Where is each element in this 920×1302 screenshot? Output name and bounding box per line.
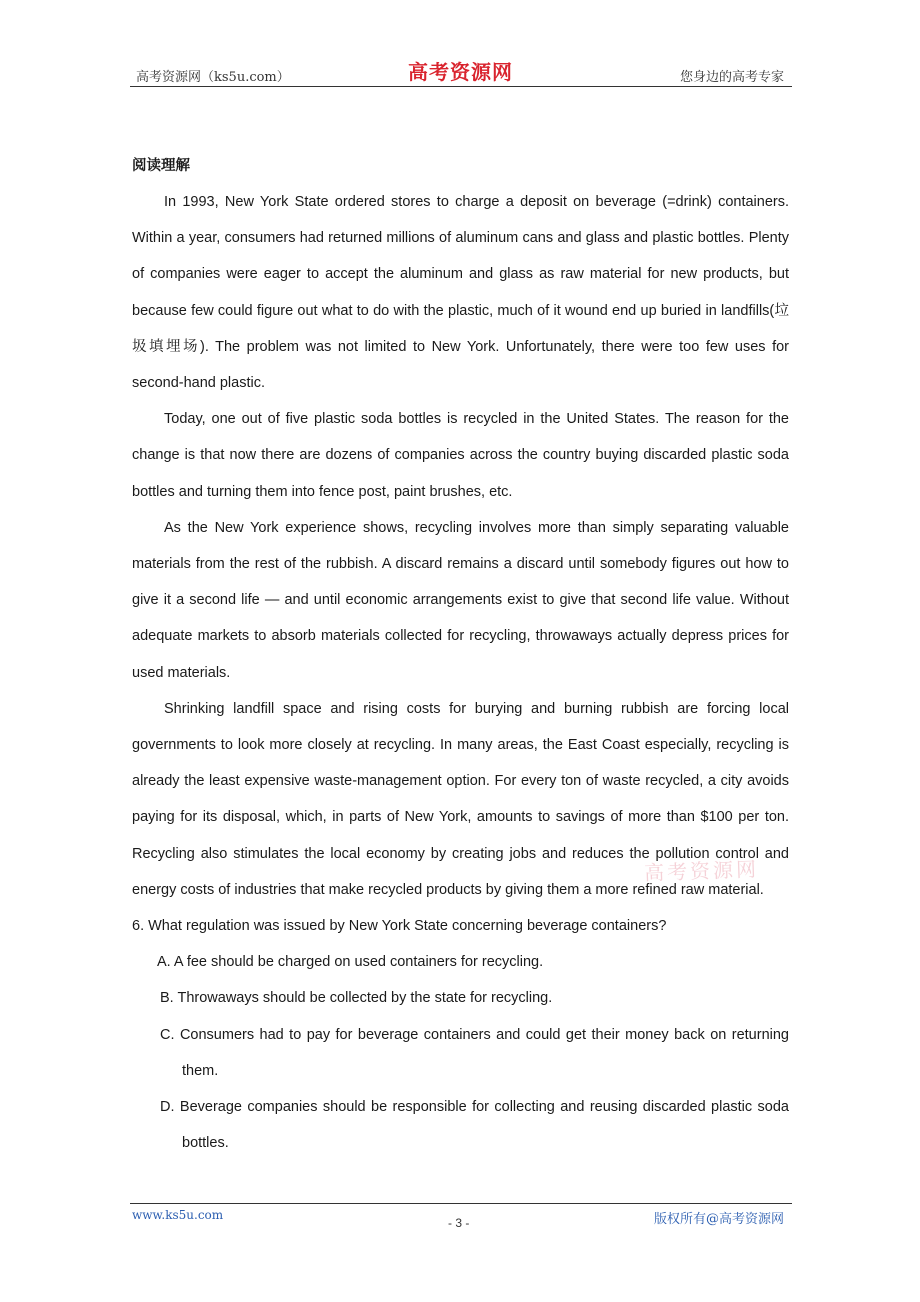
document-body — [132, 148, 789, 1161]
footer-site-link[interactable]: www.ks5u.com — [132, 1208, 224, 1222]
section-title: 阅读理解 — [132, 158, 190, 174]
passage-paragraph-4: Shrinking landfill space and rising costs for burying and burning rubbish are forcing local governments to look more closely at recycling. In many areas, the East Coast especially, recycling is already the least expensive waste-management option. For every ton of waste recycled, a city avoids paying for its disposal, which, in parts of New York, amounts to savings of more than $100 per ton. Recycling also stimulates the local economy by creating jobs and reduces the pollution control and energy costs of industries that make recycled products by giving them a more refined raw material. — [132, 700, 789, 898]
passage-paragraph-3: As the New York experience shows, recycling involves more than simply separating valuable materials from the rest of the rubbish. A discard remains a discard until somebody figures out how to give it a second life — and until economic arrangements exist to give that second life value. Without adequate markets to absorb materials collected for recycling, throwaways actually depress prices for used materials. — [132, 519, 789, 681]
header-site-name: 高考资源网（ks5u.com） — [136, 70, 290, 85]
header-logo: 高考资源网 — [408, 60, 513, 84]
watermark-stamp: 高考资源网 — [643, 856, 760, 885]
option-d: D. Beverage companies should be responsible for collecting and reusing discarded plastic soda bottles. — [160, 1099, 789, 1152]
footer-copyright: 版权所有@高考资源网 — [653, 1212, 784, 1227]
page-footer — [130, 1203, 792, 1234]
passage-paragraph-2: Today, one out of five plastic soda bottles is recycled in the United States. The reason for the change is that now there are dozens of companies across the country buying discarded plastic soda bottles and turning them into fence post, paint brushes, etc. — [132, 411, 789, 500]
page-number: - 3 - — [448, 1216, 470, 1230]
option-b: B. Throwaways should be collected by the state for recycling. — [160, 990, 553, 1007]
option-c: C. Consumers had to pay for beverage containers and could get their money back on returning them. — [160, 1026, 789, 1079]
header-slogan: 您身边的高考专家 — [679, 70, 784, 85]
passage-paragraph-1: In 1993, New York State ordered stores to charge a deposit on beverage (=drink) containers. Within a year, consumers had returned millions of aluminum cans and glass and plastic bottles. Plenty of companies were eager to accept the aluminum and glass as raw material for new products, but because few could figure out what to do with the plastic, much of it wound end up buried in landfills(垃圾填埋场). The problem was not limited to New York. Unfortunately, there were too few uses for second-hand plastic. — [132, 194, 789, 392]
page-header — [130, 56, 792, 87]
question-stem: 6. What regulation was issued by New York State concerning beverage containers? — [132, 918, 667, 935]
option-a: A. A fee should be charged on used containers for recycling. — [157, 954, 544, 971]
